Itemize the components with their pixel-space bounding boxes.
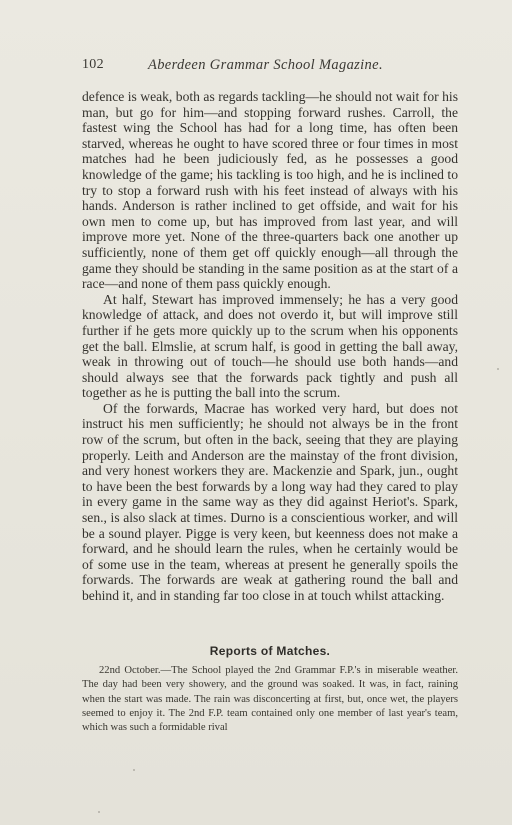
paper-speck — [497, 368, 499, 370]
page-header — [82, 57, 458, 79]
match-report — [82, 664, 458, 735]
paragraph-forwards: Of the forwards, Macrae has worked very hard, but does not instruct his men sufficiently; he should not always be in the front row of the scrum, but often in the back, seeing that they are playing properly. Leith and Anderson are the mainstay of the front division, and very honest workers they are. Mackenzie and Spark, jun., ought to have been the best forwards by a long way had they cared to play in every game in the same way as they did against Heriot's. Spark, sen., is also slack at times. Durno is a conscientious worker, and will be a sound player. Pigge is very keen, but keenness does not make a forward, and he should learn the rules, when he certainly would be of some use in the team, whereas at present he generally spoils the forwards. The forwards are weak at gathering round the ball and behind it, and in standing far too close in at touch whilst attacking. — [82, 400, 458, 603]
report-paragraph: 22nd October.—The School played the 2nd Grammar F.P.'s in miserable weather. The day had been very showery, and the ground was soaked. It was, in fact, raining when the start was made. The rain was disconcerting at first, but, once wet, the players seemed to enjoy it. The 2nd F.P. team contained only one member of last year's team, which was such a formidable rival — [82, 665, 458, 734]
paper-speck — [133, 769, 135, 771]
running-title: Aberdeen Grammar School Magazine. — [148, 57, 383, 73]
paragraph-halves: At half, Stewart has improved immensely; he has a very good knowledge of attack, and does not overdo it, but will improve still further if he gets more quickly up to the scrum when his opponents get the ball. Elmslie, at scrum half, is good in getting the ball away, weak in throwing out of touch—he should use both hands—and should always see that the forwards pack tightly and push all together as he is putting the ball into the scrum. — [82, 291, 458, 401]
page-number: 102 — [82, 57, 104, 72]
paper-speck — [98, 811, 100, 813]
paragraph-backs: defence is weak, both as regards tackling—he should not wait for his man, but go for him—and stopping forward rushes. Carroll, the fastest wing the School has had for a long time, has often been starved, whereas he ought to have scored three or four times in most matches had he been judiciously fed, as he possesses a good knowledge of the game; his tackling is too high, and he is inclined to try to stop a forward rush with his feet instead of always with his hands. Anderson is rather inclined to get offside, and wait for his own men to come up, but has improved from last year, and will improve more yet. None of the three-quarters back one another up sufficiently, none of them get off quickly enough—all through the game they should be standing in the same position as at the start of a race—and none of them pass quickly enough. — [82, 89, 458, 292]
body-text — [82, 89, 458, 604]
section-heading: Reports of Matches. — [209, 644, 331, 658]
